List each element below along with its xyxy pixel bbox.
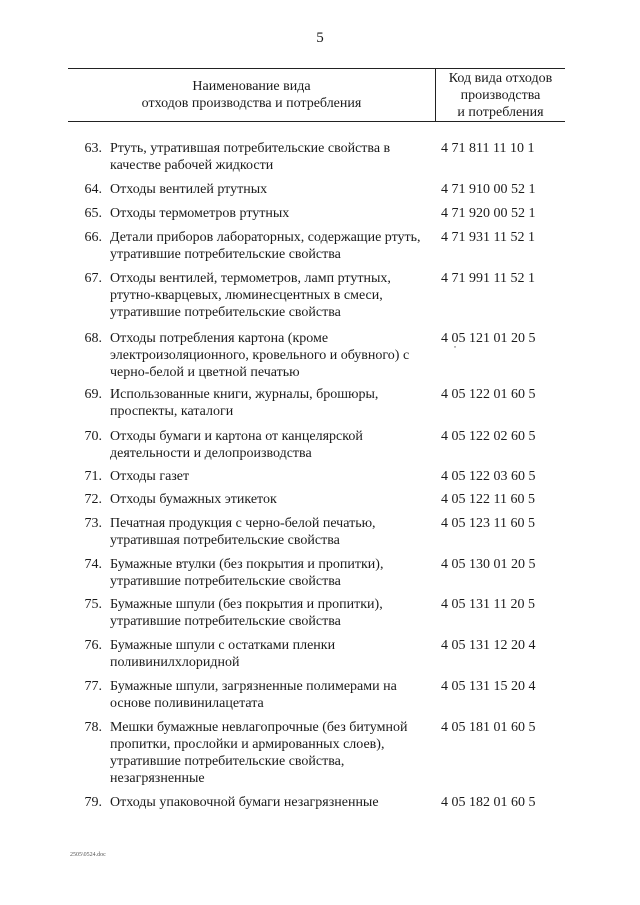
row-number: 70. xyxy=(84,429,102,444)
table-row xyxy=(0,491,640,515)
scan-mark: ˙ xyxy=(453,343,457,357)
table-row xyxy=(0,330,640,386)
row-number: 71. xyxy=(84,469,102,484)
row-number: 73. xyxy=(84,516,102,531)
row-waste-name: Детали приборов лабораторных, содержащие ртуть, утратившие потребительские свойства xyxy=(110,230,421,262)
table-row xyxy=(0,428,640,468)
row-waste-name: Отходы газет xyxy=(110,469,190,484)
row-waste-code: 4 05 181 01 60 5 xyxy=(441,720,536,735)
row-number: 74. xyxy=(84,557,102,572)
row-number: 67. xyxy=(84,271,102,286)
row-number: 72. xyxy=(84,492,102,507)
row-waste-code: 4 71 931 11 52 1 xyxy=(441,230,535,245)
row-waste-name: Бумажные шпули с остатками пленки поливинилхлоридной xyxy=(110,638,336,670)
row-waste-name: Использованные книги, журналы, брошюры, проспекты, каталоги xyxy=(110,387,379,419)
row-number: 63. xyxy=(84,141,102,156)
table-row xyxy=(0,270,640,330)
row-waste-code: 4 05 131 11 20 5 xyxy=(441,597,535,612)
row-waste-name: Бумажные шпули (без покрытия и пропитки), утратившие потребительские свойства xyxy=(110,597,383,629)
row-waste-name: Ртуть, утратившая потребительские свойства в качестве рабочей жидкости xyxy=(110,141,391,173)
row-number: 76. xyxy=(84,638,102,653)
row-number: 75. xyxy=(84,597,102,612)
page-number: 5 xyxy=(316,30,324,46)
row-waste-code: 4 05 131 12 20 4 xyxy=(441,638,536,653)
row-waste-code: 4 05 122 01 60 5 xyxy=(441,387,536,402)
row-waste-name: Отходы термометров ртутных xyxy=(110,206,290,221)
row-number: 69. xyxy=(84,387,102,402)
row-number: 77. xyxy=(84,679,102,694)
row-waste-name: Отходы потребления картона (кроме электроизоляционного, кровельного и обувного) с черно-белой и цветной печатью xyxy=(110,331,410,380)
row-waste-name: Мешки бумажные невлагопрочные (без битумной пропитки, прослойки и армированных слоев), утратившие потребительские свойства, незагрязненные xyxy=(110,720,408,786)
row-waste-code: 4 05 121 01 20 5 xyxy=(441,331,536,346)
row-number: 79. xyxy=(84,795,102,810)
row-waste-code: 4 05 130 01 20 5 xyxy=(441,557,536,572)
table-row xyxy=(0,468,640,491)
row-waste-code: 4 05 182 01 60 5 xyxy=(441,795,536,810)
row-number: 64. xyxy=(84,182,102,197)
row-number: 65. xyxy=(84,206,102,221)
column-header-name: Наименование вида отходов производства и потребления xyxy=(141,79,362,111)
row-waste-name: Отходы упаковочной бумаги незагрязненные xyxy=(110,795,379,810)
table-row xyxy=(0,556,640,596)
row-waste-name: Бумажные втулки (без покрытия и пропитки), утратившие потребительские свойства xyxy=(110,557,384,589)
row-waste-code: 4 05 122 11 60 5 xyxy=(441,492,535,507)
row-waste-code: 4 71 811 11 10 1 xyxy=(441,141,535,156)
table-row xyxy=(0,596,640,637)
row-waste-code: 4 71 920 00 52 1 xyxy=(441,206,536,221)
table-header xyxy=(68,68,565,122)
row-waste-name: Печатная продукция с черно-белой печатью, утратившая потребительские свойства xyxy=(110,516,376,548)
table-row xyxy=(0,794,640,818)
row-number: 78. xyxy=(84,720,102,735)
table-row xyxy=(0,140,640,181)
row-waste-code: 4 05 122 03 60 5 xyxy=(441,469,536,484)
table-row xyxy=(0,386,640,428)
table-row xyxy=(0,229,640,270)
row-waste-name: Отходы вентилей ртутных xyxy=(110,182,268,197)
table-row xyxy=(0,719,640,794)
row-waste-name: Отходы бумаги и картона от канцелярской деятельности и делопроизводства xyxy=(110,429,363,461)
row-waste-code: 4 05 123 11 60 5 xyxy=(441,516,535,531)
row-number: 68. xyxy=(84,331,102,346)
row-waste-code: 4 71 991 11 52 1 xyxy=(441,271,535,286)
row-waste-name: Отходы вентилей, термометров, ламп ртутных, ртутно-кварцевых, люминесцентных в смеси, утратившие потребительские свойства xyxy=(110,271,391,320)
file-reference: 2505\0524.doc xyxy=(70,852,106,858)
column-header-code: Код вида отходов производства и потребления xyxy=(448,70,553,120)
row-waste-name: Бумажные шпули, загрязненные полимерами на основе поливинилацетата xyxy=(110,679,397,711)
table-row xyxy=(0,181,640,205)
table-row xyxy=(0,205,640,229)
table-row xyxy=(0,678,640,719)
table-body xyxy=(0,140,640,818)
row-waste-code: 4 71 910 00 52 1 xyxy=(441,182,536,197)
row-number: 66. xyxy=(84,230,102,245)
row-waste-code: 4 05 131 15 20 4 xyxy=(441,679,536,694)
row-waste-name: Отходы бумажных этикеток xyxy=(110,492,277,507)
table-row xyxy=(0,515,640,556)
row-waste-code: 4 05 122 02 60 5 xyxy=(441,429,536,444)
table-row xyxy=(0,637,640,678)
